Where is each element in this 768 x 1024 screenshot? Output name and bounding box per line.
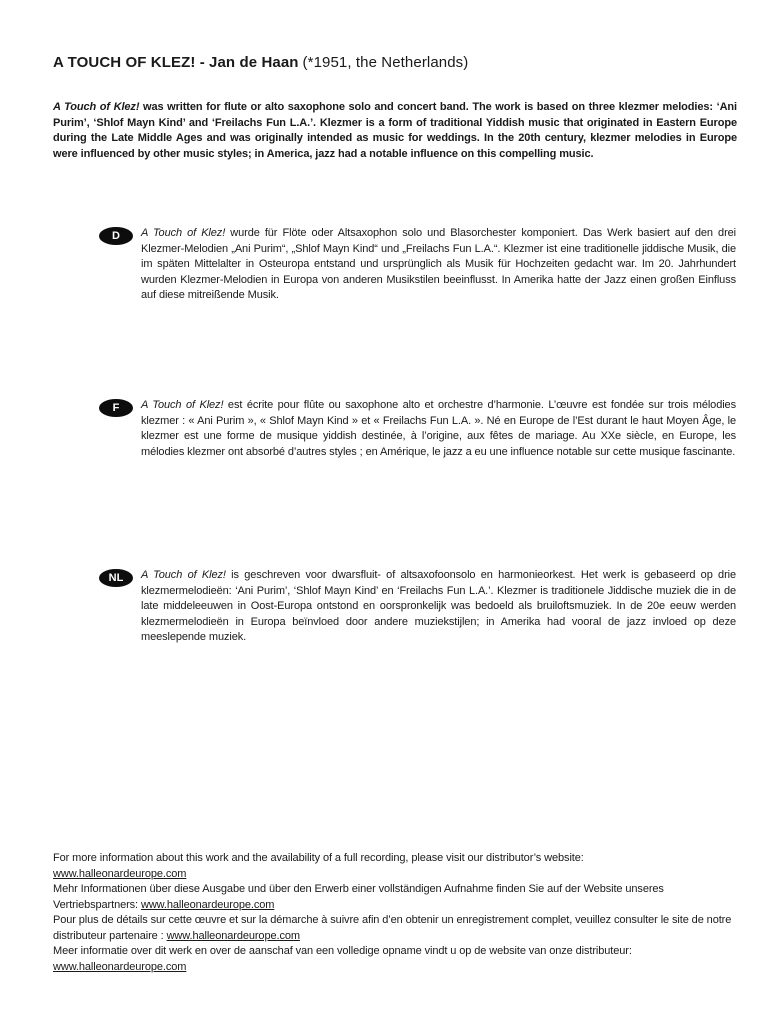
footer-text-english: For more information about this work and the availability of a full recording, please visit our distributor’s website: [53, 852, 584, 864]
title-main: A TOUCH OF KLEZ! - Jan de Haan [53, 54, 299, 71]
section-paragraph-german [141, 226, 736, 304]
footer-text-french: Pour plus de détails sur cette œuvre et sur la démarche à suivre afin d’en obtenir un enregistrement complet, veuillez consulter le site de notre distributeur partenaire : [53, 914, 732, 942]
distributor-link-english[interactable]: www.halleonardeurope.com [53, 867, 187, 880]
footer-text-dutch: Meer informatie over dit werk en over de aanschaf van een volledige opname vindt u op de website van onze distributeur: [53, 945, 632, 957]
intro-paragraph-english [53, 100, 737, 162]
distributor-link-french[interactable]: www.halleonardeurope.com [166, 929, 300, 942]
work-title-italic: A Touch of Klez! [141, 227, 226, 239]
distributor-link-dutch[interactable]: www.halleonardeurope.com [53, 960, 187, 973]
work-title-italic: A Touch of Klez! [53, 101, 140, 113]
language-section-french [99, 398, 736, 460]
title-author-suffix: (*1951, the Netherlands) [302, 54, 469, 71]
section-text-german: wurde für Flöte oder Altsaxophon solo und Blasorchester komponiert. Das Werk basiert auf den drei Klezmer-Melodien „Ani Purim“, „Shlof Mayn Kind“ und „Freilachs Fun L.A.“. Klezmer ist eine traditionelle jiddische Musik, die im späten Mittelalter in Osteuropa entstand und ursprünglich als Musik für Hochzeiten gedacht war. Im 20. Jahrhundert wurden Klezmer-Melodien in Europa von anderen Musikstilen beeinflusst. In Amerika hatte der Jazz einen großen Einfluss auf diese mitreißende Musik. [141, 227, 736, 302]
footer-entry-german [53, 882, 739, 913]
section-paragraph-french [141, 398, 736, 460]
intro-text: was written for flute or alto saxophone solo and concert band. The work is based on three klezmer melodies: ‘Ani Purim’, ‘Shlof Mayn Kind’ and ‘Freilachs Fun L.A.’. Klezmer is a form of traditional Yiddish music that originated in Eastern Europe during the Late Middle Ages and was originally intended as music for weddings. In the 20th century, klezmer melodies in Europe were influenced by other music styles; in America, jazz had a notable influence on this compelling music. [53, 101, 737, 160]
footer-entry-dutch [53, 944, 739, 975]
distributor-link-german[interactable]: www.halleonardeurope.com [140, 898, 275, 911]
footer-text-german: Mehr Informationen über diese Ausgabe und über den Erwerb einer vollständigen Aufnahme finden Sie auf der Website unseres Vertriebspartners: [53, 883, 664, 911]
section-text-dutch: is geschreven voor dwarsfluit- of altsaxofoonsolo en harmonieorkest. Het werk is gebaseerd op drie klezmermelodieën: ‘Ani Purim’, ‘Shlof Mayn Kind’ en ‘Freilachs Fun L.A.’. Klezmer is traditionele Jiddische muziek die in de late middeleeuwen in Oost-Europa ontstond en oorspronkelijk was bedoeld als bruiloftsmuziek. In de 20e eeuw werden klezmermelodieën in Europa beïnvloed door andere muziekstijlen; in Amerika had vooral de jazz invloed op deze meeslepende muziek. [141, 569, 736, 644]
section-text-french: est écrite pour flûte ou saxophone alto et orchestre d’harmonie. L’œuvre est fondée sur trois mélodies klezmer : « Ani Purim », « Shlof Mayn Kind » et « Freilachs Fun L.A. ». Né en Europe de l’Est durant le haut Moyen Âge, le klezmer est une forme de musique yiddish destinée, à l’origine, aux fêtes de mariage. Au XXe siècle, en Europe, les mélodies klezmer ont absorbé d’autres styles ; en Amérique, le jazz a eu une influence notable sur cette musique fascinante. [141, 399, 736, 458]
section-paragraph-dutch [141, 568, 736, 646]
language-badge-nl: NL [99, 569, 133, 587]
language-section-german [99, 226, 736, 304]
work-title-italic: A Touch of Klez! [141, 399, 224, 411]
footer-entry-english [53, 851, 739, 882]
language-section-dutch [99, 568, 736, 646]
page-title [53, 54, 468, 71]
language-badge-d: D [99, 227, 133, 245]
footer-distributor-info [53, 851, 739, 975]
footer-entry-french [53, 913, 739, 944]
language-badge-f: F [99, 399, 133, 417]
work-title-italic: A Touch of Klez! [141, 569, 226, 581]
